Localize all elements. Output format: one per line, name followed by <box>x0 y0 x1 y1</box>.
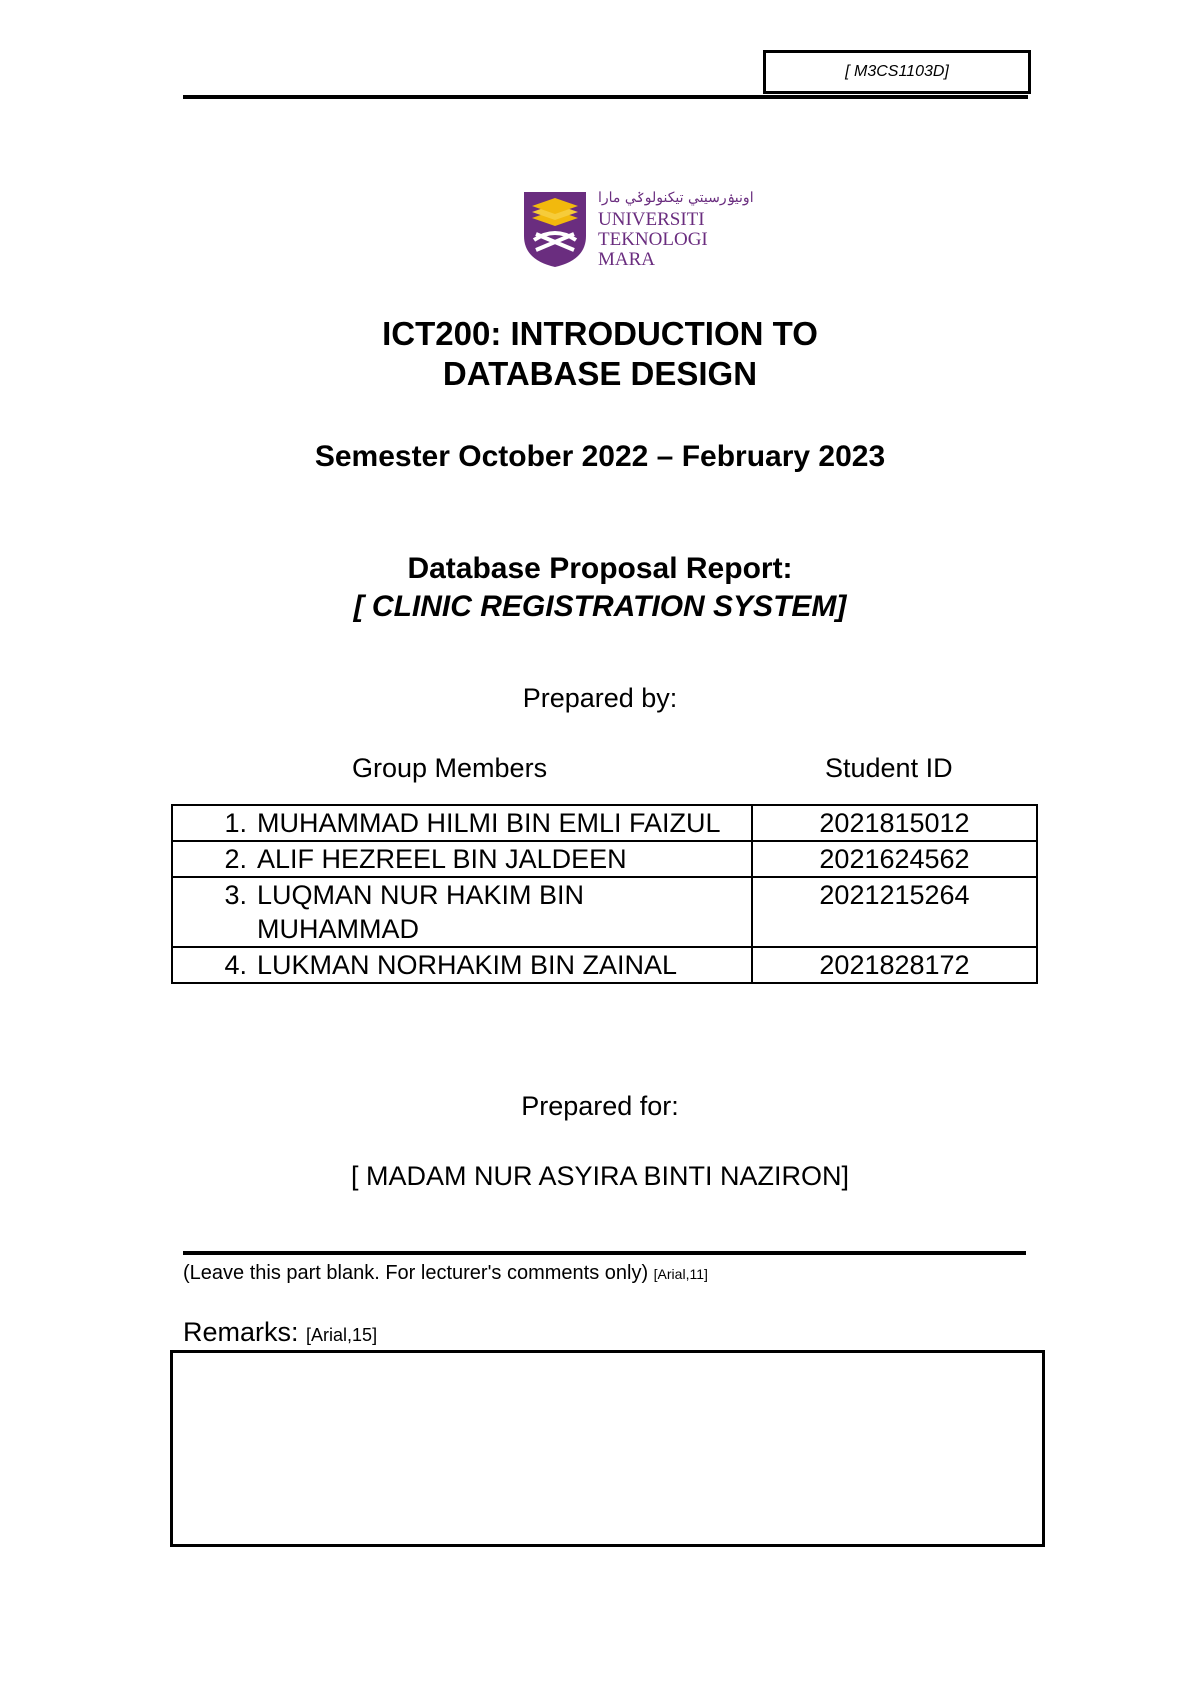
lecturer-note-text: (Leave this part blank. For lecturer's comments only) <box>183 1262 649 1284</box>
student-id: 2021828172 <box>752 947 1037 983</box>
member-name: ALIF HEZREEL BIN JALDEEN <box>257 844 627 874</box>
member-name: MUHAMMAD HILMI BIN EMLI FAIZUL <box>257 808 721 838</box>
header-rule <box>183 95 1028 99</box>
student-id: 2021624562 <box>752 841 1037 877</box>
group-members-header: Group Members <box>352 753 548 783</box>
prepared-for-label: Prepared for: <box>521 1091 679 1121</box>
member-name: LUQMAN NUR HAKIM BIN MUHAMMAD <box>257 880 585 944</box>
course-title <box>0 314 1200 394</box>
report-title: [ CLINIC REGISTRATION SYSTEM] <box>353 590 847 623</box>
remarks-label-text: Remarks: <box>183 1317 299 1347</box>
course-title-line1: ICT200: INTRODUCTION TO <box>382 315 818 352</box>
course-title-line2: DATABASE DESIGN <box>442 355 758 392</box>
footer-rule <box>183 1251 1026 1255</box>
member-number: 3. <box>224 880 247 910</box>
table-row <box>172 841 1037 877</box>
member-number: 1. <box>224 808 247 838</box>
class-code: [ M3CS1103D] <box>845 63 949 80</box>
report-label: Database Proposal Report: <box>407 552 793 585</box>
member-name: LUKMAN NORHAKIM BIN ZAINAL <box>257 950 678 980</box>
member-number: 2. <box>224 844 247 874</box>
student-id: 2021815012 <box>752 805 1037 841</box>
university-logo <box>522 190 754 272</box>
logo-word-universiti: UNIVERSITI <box>598 209 705 230</box>
student-id-header: Student ID <box>825 753 953 783</box>
uitm-crest-icon <box>522 190 588 268</box>
remarks-box[interactable] <box>170 1350 1045 1547</box>
lecturer-note <box>183 1262 708 1285</box>
remarks-label <box>183 1317 377 1348</box>
table-row <box>172 877 1037 947</box>
table-row <box>172 947 1037 983</box>
class-code-box <box>763 50 1031 94</box>
members-table <box>171 804 1038 984</box>
student-id: 2021215264 <box>752 877 1037 947</box>
prepared-by-label: Prepared by: <box>522 683 678 713</box>
member-number: 4. <box>224 950 247 980</box>
logo-word-teknologi: TEKNOLOGI <box>598 229 708 250</box>
lecturer-name: [ MADAM NUR ASYIRA BINTI NAZIRON] <box>350 1161 850 1191</box>
semester-text: Semester October 2022 – February 2023 <box>314 440 886 473</box>
remarks-font: [Arial,15] <box>306 1325 378 1345</box>
logo-jawi-text: اونيۏرسيتي تيكنولوݢي مارا <box>598 190 754 206</box>
lecturer-note-font: [Arial,11] <box>653 1266 708 1282</box>
logo-word-mara: MARA <box>598 249 656 270</box>
table-row <box>172 805 1037 841</box>
